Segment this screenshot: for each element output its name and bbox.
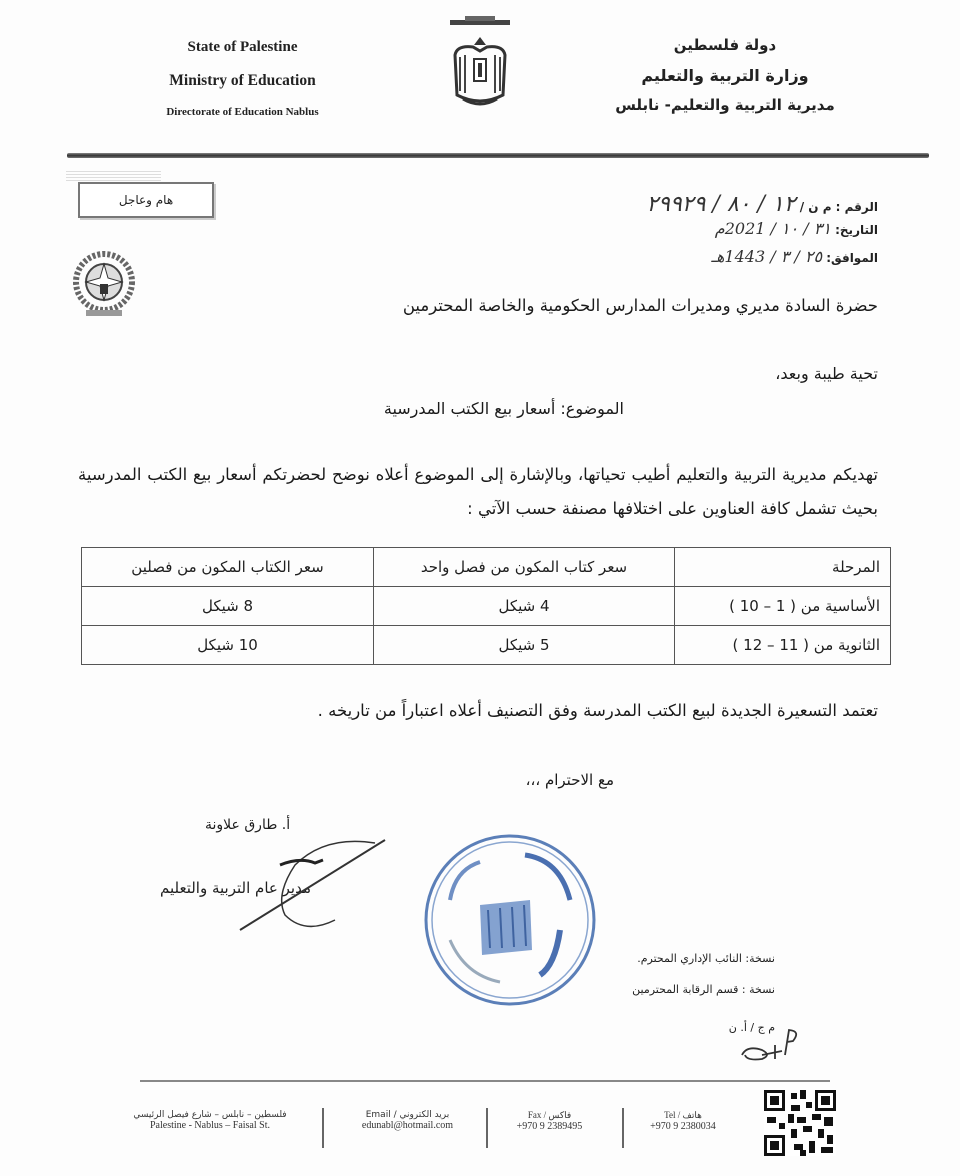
qr-code-icon[interactable] <box>764 1090 836 1156</box>
footer-fax-label: Fax / فاكس <box>527 1110 572 1120</box>
footer-separator <box>622 1108 624 1148</box>
reference-hijri-label: الموافق: <box>826 251 878 265</box>
header-directorate-ar: مديرية التربية والتعليم- نابلس <box>615 96 835 114</box>
footer-tel-label: Tel / هاتف <box>664 1110 702 1120</box>
letter-paragraph: تهديكم مديرية التربية والتعليم أطيب تحياتها، وبالإشارة إلى الموضوع أعلاه نوضح لحضرتكم أسعار بيع الكتب المدرسية بحيث تشمل كافة العناوين على اختلافها مصنفة حسب الآتي : <box>78 465 878 518</box>
letter-greeting: تحية طيبة وبعد، <box>775 364 878 383</box>
header-stage: المرحلة <box>675 548 891 587</box>
urgent-box-decoration <box>66 171 161 181</box>
header-ministry-en: Ministry of Education <box>169 72 316 89</box>
header-divider <box>67 153 929 158</box>
reference-number-label: الرقم : م ن / <box>799 200 878 214</box>
header-state-ar: دولة فلسطين <box>673 36 777 54</box>
header-ministry-ar: وزارة التربية والتعليم <box>641 66 809 85</box>
letter-closing: تعتمد التسعيرة الجديدة لبيع الكتب المدرسة وفق التصنيف أعلاه اعتباراً من تاريخه . <box>317 701 878 720</box>
reference-number-value: ١٢ / ٨٠ / ٢٩٩٢٩ <box>646 192 796 217</box>
initials: م ج / أ. ن <box>728 1021 775 1034</box>
footer-email-value[interactable]: edunabl@hotmail.com <box>361 1120 454 1131</box>
footer-tel-value: +970 9 2380034 <box>650 1121 716 1132</box>
footer-fax-value: +970 9 2389495 <box>516 1121 583 1132</box>
letter-address: حضرة السادة مديري ومديرات المدارس الحكومية والخاصة المحترمين <box>402 296 878 315</box>
reference-date-value: ٣١ / ١٠ / 2021م <box>714 219 831 238</box>
footer-separator <box>486 1108 488 1148</box>
palestine-eagle-emblem-icon <box>445 15 515 110</box>
footer-fax <box>492 1110 607 1132</box>
footer-tel <box>628 1110 738 1132</box>
reference-date-label: التاريخ: <box>835 223 878 237</box>
anniversary-seal-icon <box>70 250 138 320</box>
footer-address-en: Palestine - Nablus – Faisal St. <box>150 1120 270 1131</box>
footer-email <box>335 1110 480 1131</box>
cell-stage: الثانوية من ( 11 – 12 ) <box>675 626 891 665</box>
signatory-name: أ. طارق علاونة <box>205 817 291 833</box>
header-state-en: State of Palestine <box>187 39 298 55</box>
header-one-semester: سعر كتاب المكون من فصل واحد <box>374 548 675 587</box>
reference-number <box>646 192 878 217</box>
cell-two-semesters: 10 شيكل <box>82 626 374 665</box>
copy-recipient-1: نسخة: النائب الإداري المحترم. <box>637 952 775 965</box>
handwritten-signature-icon <box>225 835 405 935</box>
footer-separator <box>322 1108 324 1148</box>
urgent-label: هام وعاجل <box>78 182 214 218</box>
letter-regards: مع الاحترام ،،، <box>525 771 614 789</box>
header-two-semesters: سعر الكتاب المكون من فصلين <box>82 548 374 587</box>
reference-date <box>715 219 878 238</box>
cell-two-semesters: 8 شيكل <box>82 587 374 626</box>
copy-recipient-2: نسخة : قسم الرقابة المحترمين <box>632 983 775 996</box>
signatory-title: مدير عام التربية والتعليم <box>160 879 311 897</box>
footer-address <box>110 1110 310 1131</box>
cell-stage: الأساسية من ( 1 – 10 ) <box>675 587 891 626</box>
footer-divider <box>140 1080 830 1082</box>
initials-signature-icon <box>737 1025 807 1070</box>
cell-one-semester: 5 شيكل <box>374 626 675 665</box>
table-row <box>82 626 891 665</box>
header-directorate-en: Directorate of Education Nablus <box>166 106 319 118</box>
price-table-header-row <box>82 548 891 587</box>
footer-address-ar: فلسطين – نابلس – شارع فيصل الرئيسي <box>133 1110 287 1120</box>
reference-hijri <box>711 247 878 266</box>
price-table <box>81 547 891 665</box>
table-row <box>82 587 891 626</box>
footer-email-label: بريد الكتروني / Email <box>365 1110 450 1120</box>
letter-subject: الموضوع: أسعار بيع الكتب المدرسية <box>383 399 624 418</box>
official-stamp-icon <box>420 830 600 1010</box>
reference-hijri-value: ٢٥ / ٣ / 1443هـ <box>711 247 823 266</box>
cell-one-semester: 4 شيكل <box>374 587 675 626</box>
